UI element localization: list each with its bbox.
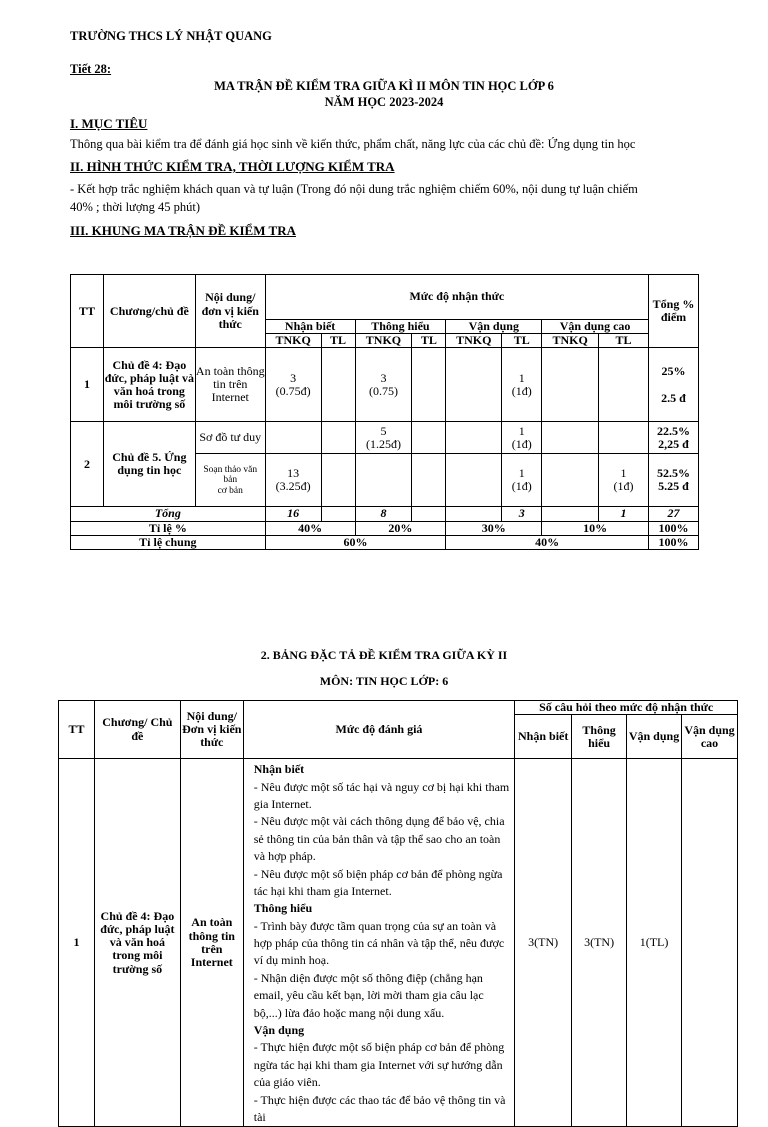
matrix-sum-empty bbox=[321, 507, 355, 521]
matrix-row2b-th-tl bbox=[412, 454, 446, 507]
matrix-row2b-total bbox=[648, 454, 698, 507]
criteria-item: - Trình bày được tầm quan trọng của sự an toàn và hợp pháp của thông tin cá nhân và tập thể, nêu được ví dụ minh hoạ. bbox=[253, 918, 505, 968]
matrix-row1-vdc-tl bbox=[599, 348, 649, 422]
spec-header-chapter: Chương/ Chủ đề bbox=[94, 701, 180, 759]
criteria-item: - Thực hiện được các thao tác để bảo vệ thông tin và tài bbox=[253, 1092, 506, 1124]
spec-row1-chapter: Chủ đề 4: Đạo đức, pháp luật và văn hoá trong môi trường số bbox=[94, 759, 180, 1127]
matrix-row2a-vd-tnkq bbox=[446, 422, 502, 454]
spec-row1-th: 3(TN) bbox=[572, 759, 627, 1127]
criteria-item: - Nêu được một số tác hại và nguy cơ bị hại khi tham gia Internet. bbox=[253, 779, 510, 811]
matrix-general-essay: 40% bbox=[446, 535, 649, 549]
criteria-item: - Nêu được một số biện pháp cơ bản để phòng ngừa tác hại khi tham gia Internet. bbox=[253, 866, 503, 898]
spec-subject: MÔN: TIN HỌC LỚP: 6 bbox=[319, 674, 449, 688]
spec-table bbox=[58, 700, 738, 1127]
matrix-row2a-th-tnkq: 5 (1.25đ) bbox=[355, 422, 412, 454]
matrix-row2b-vdc-tl: 1 (1đ) bbox=[599, 454, 649, 507]
spec-title: 2. BẢNG ĐẶC TẢ ĐỀ KIỂM TRA GIỮA KỲ II bbox=[260, 648, 508, 662]
matrix-row2a-vd-tl: 1 (1đ) bbox=[502, 422, 542, 454]
spec-header-vdc: Vận dụng cao bbox=[682, 715, 738, 759]
matrix-header-van-dung: Vận dụng bbox=[446, 320, 542, 334]
matrix-header-tt: TT bbox=[71, 275, 104, 348]
matrix-pct-th: 20% bbox=[355, 521, 446, 535]
spec-header-vd: Vận dụng bbox=[627, 715, 682, 759]
matrix-sum-vdc: 1 bbox=[599, 507, 649, 521]
matrix-row1-th-tnkq: 3 (0.75) bbox=[355, 348, 412, 422]
matrix-row1-total-pct: 25% bbox=[661, 363, 686, 378]
criteria-item: - Nhận diện được một số thông điệp (chẳng hạn email, yêu cầu kết bạn, lời mời tham gia câu lạc bộ,...) lừa đảo hoặc mang nội dung xấu. bbox=[253, 970, 484, 1020]
school-name: TRƯỜNG THCS LÝ NHẬT QUANG bbox=[70, 29, 272, 43]
matrix-row2a-total-pct: 22.5% bbox=[656, 423, 690, 438]
matrix-table bbox=[70, 274, 699, 550]
spec-row1-tt: 1 bbox=[59, 759, 95, 1127]
matrix-row2a-vdc-tnkq bbox=[542, 422, 599, 454]
section-1-heading: I. MỤC TIÊU bbox=[70, 116, 148, 131]
criteria-heading-van-dung: Vận dụng bbox=[253, 1023, 305, 1038]
matrix-row1-vd-tl: 1 (1đ) bbox=[502, 348, 542, 422]
lesson-label: Tiết 28: bbox=[70, 62, 112, 76]
matrix-pct-nb: 40% bbox=[265, 521, 355, 535]
spec-row1-vdc bbox=[682, 759, 738, 1127]
matrix-row1-total-points: 2.5 đ bbox=[661, 390, 686, 405]
matrix-header-tl: TL bbox=[321, 334, 355, 348]
matrix-row2a-nb-tl bbox=[321, 422, 355, 454]
section-2-line-2: 40% ; thời lượng 45 phút) bbox=[70, 200, 201, 214]
criteria-item: - Thực hiện được một số biện pháp cơ bản để phòng ngừa tác hại khi tham gia Internet với sự hướng dẫn của giáo viên. bbox=[253, 1040, 505, 1090]
matrix-row2b-nb-tnkq: 13 (3.25đ) bbox=[265, 454, 321, 507]
matrix-general-label: Tỉ lệ chung bbox=[71, 535, 266, 549]
matrix-row1-vd-tnkq bbox=[446, 348, 502, 422]
matrix-header-content: Nội dung/đơn vị kiến thức bbox=[195, 275, 265, 348]
spec-header-tt: TT bbox=[59, 701, 95, 759]
matrix-sum-total: 27 bbox=[648, 507, 698, 521]
spec-row1-content: An toàn thông tin trên Internet bbox=[180, 759, 243, 1127]
section-2-heading: II. HÌNH THỨC KIỂM TRA, THỜI LƯỢNG KIỂM TRA bbox=[70, 159, 395, 174]
matrix-row2a-th-tl bbox=[412, 422, 446, 454]
matrix-row2-tt: 2 bbox=[71, 422, 104, 507]
matrix-row2b-total-points: 5.25 đ bbox=[658, 479, 689, 494]
spec-row1-criteria bbox=[243, 759, 514, 1127]
matrix-row2b-total-pct: 52.5% bbox=[656, 466, 690, 481]
matrix-row2-chapter: Chủ đề 5. Ứng dụng tin học bbox=[103, 422, 195, 507]
matrix-row2b-vdc-tnkq bbox=[542, 454, 599, 507]
matrix-sum-label: Tổng bbox=[71, 507, 266, 521]
criteria-heading-nhan-biet: Nhận biết bbox=[253, 762, 305, 777]
matrix-pct-vdc: 10% bbox=[542, 521, 649, 535]
spec-header-count: Số câu hỏi theo mức độ nhận thức bbox=[515, 701, 738, 715]
matrix-header-tnkq: TNKQ bbox=[542, 334, 599, 348]
spec-header-th: Thông hiểu bbox=[572, 715, 627, 759]
matrix-pct-total: 100% bbox=[648, 521, 698, 535]
matrix-row2b-nb-tl bbox=[321, 454, 355, 507]
section-1-text: Thông qua bài kiểm tra để đánh giá học sinh về kiến thức, phẩm chất, năng lực của các chủ đề: Ứng dụng tin học bbox=[70, 137, 636, 151]
matrix-row2a-vdc-tl bbox=[599, 422, 649, 454]
matrix-header-chapter: Chương/chủ đề bbox=[103, 275, 195, 348]
matrix-header-van-dung-cao: Vận dụng cao bbox=[542, 320, 649, 334]
matrix-header-tl: TL bbox=[599, 334, 649, 348]
matrix-general-total: 100% bbox=[648, 535, 698, 549]
spec-header-level: Mức độ đánh giá bbox=[243, 701, 514, 759]
doc-title: MA TRẬN ĐỀ KIỂM TRA GIỮA KÌ II MÔN TIN HỌC LỚP 6 bbox=[214, 79, 554, 93]
matrix-header-total: Tổng % điểm bbox=[648, 275, 698, 348]
matrix-row2b-vd-tnkq bbox=[446, 454, 502, 507]
spec-row1-vd: 1(TL) bbox=[627, 759, 682, 1127]
doc-year: NĂM HỌC 2023-2024 bbox=[324, 95, 444, 109]
matrix-sum-vd: 3 bbox=[502, 507, 542, 521]
matrix-row1-content: An toàn thông tin trên Internet bbox=[195, 348, 265, 422]
matrix-row1-nb-tnkq: 3 (0.75đ) bbox=[265, 348, 321, 422]
spec-header-nb: Nhận biết bbox=[515, 715, 572, 759]
matrix-header-tl: TL bbox=[502, 334, 542, 348]
matrix-row1-th-tl bbox=[412, 348, 446, 422]
matrix-pct-label: Tỉ lệ % bbox=[71, 521, 266, 535]
matrix-row2b-content: Soạn thảo văn bản cơ bản bbox=[195, 454, 265, 507]
matrix-row2a-total-points: 2,25 đ bbox=[658, 436, 689, 451]
matrix-row1-chapter: Chủ đề 4: Đạo đức, pháp luật và văn hoá trong môi trường số bbox=[103, 348, 195, 422]
matrix-sum-empty bbox=[542, 507, 599, 521]
matrix-row1-nb-tl bbox=[321, 348, 355, 422]
matrix-header-tnkq: TNKQ bbox=[355, 334, 412, 348]
criteria-item: - Nêu được một vài cách thông dụng để bảo vệ, chia sẻ thông tin của bản thân và tập thể sao cho an toàn và hợp pháp. bbox=[253, 814, 505, 864]
matrix-row2a-nb-tnkq bbox=[265, 422, 321, 454]
matrix-row2b-vd-tl: 1 (1đ) bbox=[502, 454, 542, 507]
matrix-sum-th: 8 bbox=[355, 507, 412, 521]
matrix-row1-tt: 1 bbox=[71, 348, 104, 422]
matrix-sum-empty bbox=[412, 507, 446, 521]
matrix-header-thong-hieu: Thông hiểu bbox=[355, 320, 446, 334]
matrix-header-tnkq: TNKQ bbox=[446, 334, 502, 348]
matrix-sum-nb: 16 bbox=[265, 507, 321, 521]
criteria-heading-thong-hieu: Thông hiểu bbox=[253, 901, 313, 916]
matrix-general-objective: 60% bbox=[265, 535, 446, 549]
spec-row1-nb: 3(TN) bbox=[515, 759, 572, 1127]
matrix-header-tnkq: TNKQ bbox=[265, 334, 321, 348]
spec-header-content: Nội dung/Đơn vị kiến thức bbox=[180, 701, 243, 759]
matrix-row2a-content: Sơ đồ tư duy bbox=[195, 422, 265, 454]
matrix-header-nhan-biet: Nhận biết bbox=[265, 320, 355, 334]
matrix-row1-vdc-tnkq bbox=[542, 348, 599, 422]
matrix-header-level: Mức độ nhận thức bbox=[265, 275, 648, 320]
matrix-header-tl: TL bbox=[412, 334, 446, 348]
matrix-row2a-total bbox=[648, 422, 698, 454]
section-2-line-1: - Kết hợp trắc nghiệm khách quan và tự luận (Trong đó nội dung trắc nghiệm chiếm 60%, nội dung tự luận chiếm bbox=[70, 182, 638, 196]
matrix-pct-vd: 30% bbox=[446, 521, 542, 535]
section-3-heading: III. KHUNG MA TRẬN ĐỀ KIỂM TRA bbox=[70, 223, 296, 238]
matrix-sum-empty bbox=[446, 507, 502, 521]
matrix-row1-total bbox=[648, 348, 698, 422]
matrix-row2b-th-tnkq bbox=[355, 454, 412, 507]
